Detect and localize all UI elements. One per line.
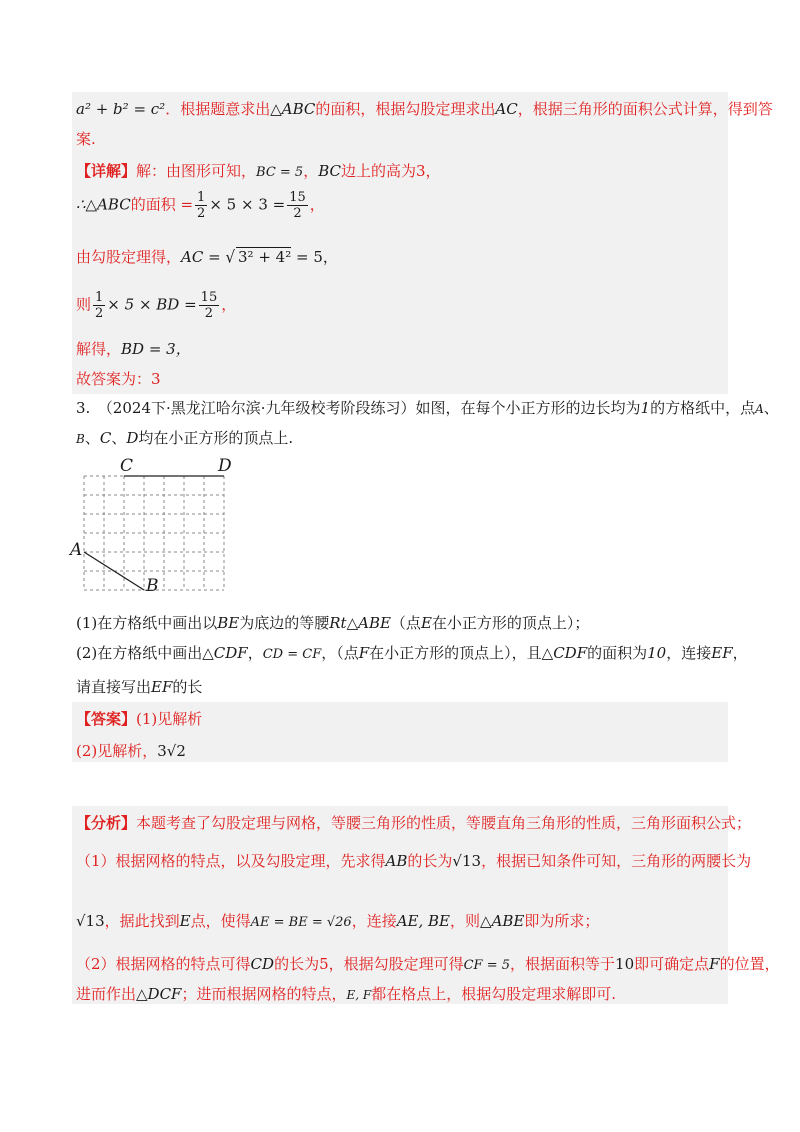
label-b: B <box>146 576 159 596</box>
text: 案. <box>76 130 96 148</box>
text: (1)见解析 <box>136 710 203 728</box>
text: ， <box>732 644 748 662</box>
text: ，据此找到 <box>104 912 180 930</box>
text: ．根据题意求出 <box>165 100 271 118</box>
math: △CDF <box>202 644 248 662</box>
text: 点，使得 <box>190 912 251 930</box>
math: ∴△ABC <box>76 195 131 214</box>
denominator: 2 <box>197 206 206 221</box>
math: × 5 × 3 = <box>209 195 286 214</box>
math: = 5， <box>296 248 338 266</box>
numerator: 1 <box>197 190 206 205</box>
text: 进而作出 <box>76 985 137 1003</box>
text: 的位置， <box>719 955 780 973</box>
math: CD <box>250 955 275 973</box>
analysis-line-2 <box>76 850 751 871</box>
math: BD = 3， <box>121 340 191 358</box>
math: F <box>358 644 370 662</box>
math: BC = 5 <box>256 165 304 180</box>
text: 的面积，根据勾股定理求出 <box>315 100 496 118</box>
grid-svg <box>70 458 250 598</box>
text: (2)见解析， <box>76 742 158 760</box>
detail-line-area <box>76 190 325 221</box>
text: 为底边的等腰 <box>239 614 330 632</box>
math: 3√2 <box>157 742 186 760</box>
analysis-line-3 <box>76 910 599 931</box>
text: 3. （2024下·黑龙江哈尔滨·九年级校考阶段练习）如图，在每个小正方形的边长均为 <box>76 399 641 417</box>
text: ；进而根据网格的特点， <box>181 985 347 1003</box>
detail-line-ze <box>76 290 236 321</box>
text: ，（点 <box>321 644 359 662</box>
text: （2）根据网格的特点可得 <box>76 955 251 973</box>
text: 、 <box>111 429 127 447</box>
text: 的长 <box>172 678 203 696</box>
question-3-line-1 <box>76 397 779 418</box>
math: 1 <box>640 399 651 417</box>
math: 10 <box>615 955 635 973</box>
numerator: 15 <box>200 290 218 305</box>
formula: a² + b² = c² <box>76 100 166 118</box>
math: AC = <box>181 248 221 266</box>
text: ， <box>247 644 263 662</box>
text: 的长为5，根据勾股定理可得 <box>274 955 464 973</box>
text: 则 <box>76 295 92 314</box>
text: ，根据面积等于 <box>510 955 616 973</box>
math: AE, BE <box>396 912 451 930</box>
text: 即可确定点 <box>634 955 710 973</box>
fraction <box>195 190 207 221</box>
detail-line-1 <box>76 160 441 181</box>
detail-line-jiede <box>76 338 191 359</box>
answer-line-2 <box>76 740 186 761</box>
part-2-cont <box>76 676 202 697</box>
analysis-line-1 <box>76 812 751 833</box>
math: △ABE <box>480 912 525 930</box>
text: 由勾股定理得， <box>76 248 182 266</box>
answer-line-1 <box>76 708 202 729</box>
math: CD = CF <box>262 647 322 662</box>
math: D <box>126 429 139 447</box>
numerator: 1 <box>95 290 104 305</box>
text: 、 <box>84 429 100 447</box>
sqrt-expression <box>225 248 291 266</box>
analysis-tag: 【分析】 <box>76 814 137 832</box>
text: 解得， <box>76 340 122 358</box>
sqrt-icon: √ <box>225 247 236 267</box>
text: ，根据已知条件可知，三角形的两腰长为 <box>481 852 752 870</box>
text: 故答案为：3 <box>76 370 161 388</box>
math: AE = BE = √26 <box>250 915 352 930</box>
part-2 <box>76 642 748 663</box>
detail-tag: 【详解】 <box>76 162 137 180</box>
denominator: 2 <box>204 306 214 321</box>
analysis-shade <box>72 806 728 1004</box>
math: BC <box>318 162 341 180</box>
text: 在小正方形的顶点上），且 <box>369 644 542 662</box>
analysis-line-4 <box>76 953 780 974</box>
math: × 5 × BD = <box>107 295 197 314</box>
fraction <box>93 290 105 321</box>
text: 本题考查了勾股定理与网格，等腰三角形的性质，等腰直角三角形的性质，三角形面积公式； <box>136 814 752 832</box>
label-d: D <box>218 456 232 476</box>
detail-answer <box>76 368 161 389</box>
math: AB <box>385 852 408 870</box>
math: △CDF <box>541 644 588 662</box>
text: 都在格点上，根据勾股定理求解即可. <box>371 985 616 1003</box>
hint-line-2 <box>76 128 96 149</box>
denominator: 2 <box>95 306 104 321</box>
grid-figure <box>70 458 250 598</box>
math: EF <box>151 678 173 696</box>
math: E, F <box>346 988 372 1002</box>
text: ， <box>221 295 237 314</box>
text: ，连接 <box>351 912 397 930</box>
analysis-line-5 <box>76 983 616 1004</box>
text: 即为所求； <box>524 912 600 930</box>
math: E <box>179 912 191 930</box>
math: F <box>709 955 720 973</box>
text: ，则 <box>450 912 481 930</box>
text: 的面积 = <box>130 195 194 214</box>
text: 的方格纸中，点 <box>650 399 756 417</box>
math: CF = 5 <box>463 958 511 973</box>
math: A <box>755 402 764 416</box>
hint-line-1 <box>76 98 773 119</box>
text: 、 <box>763 399 779 417</box>
text: 在小正方形的顶点上）； <box>431 614 590 632</box>
text: 均在小正方形的顶点上. <box>138 429 294 447</box>
math: AC <box>495 100 518 118</box>
text: 请直接写出 <box>76 678 152 696</box>
math: Rt△ABE <box>329 614 391 632</box>
fraction <box>199 290 220 321</box>
text: 边上的高为3， <box>341 162 441 180</box>
math: EF <box>711 644 733 662</box>
text: ，根据三角形的面积公式计算，得到答 <box>517 100 773 118</box>
text: 的面积为 <box>587 644 648 662</box>
text: (2)在方格纸中画出 <box>76 644 203 662</box>
radicand: 3² + 4² <box>238 248 292 266</box>
fraction <box>287 190 308 221</box>
math: E <box>420 614 432 632</box>
text: （1）根据网格的特点，以及勾股定理，先求得 <box>76 852 386 870</box>
math: 10 <box>647 644 667 662</box>
text: （点 <box>390 614 421 632</box>
label-a: A <box>70 540 83 560</box>
text: ， <box>303 162 319 180</box>
text: 解：由图形可知， <box>136 162 257 180</box>
math: △DCF <box>136 985 182 1003</box>
math: △ABC <box>270 100 316 118</box>
math: C <box>99 429 112 447</box>
question-3-line-2 <box>76 427 293 448</box>
answer-tag: 【答案】 <box>76 710 137 728</box>
detail-line-gougu <box>76 246 338 267</box>
text: 的长为 <box>407 852 453 870</box>
text: (1)在方格纸中画出以 <box>76 614 218 632</box>
math: B <box>76 432 85 446</box>
label-c: C <box>120 456 134 476</box>
math: √13 <box>76 912 105 930</box>
grid-lines <box>84 476 224 590</box>
math: √13 <box>452 852 482 870</box>
numerator: 15 <box>289 190 306 205</box>
text: ，连接 <box>666 644 712 662</box>
text: ， <box>309 195 325 214</box>
math: BE <box>217 614 240 632</box>
part-1 <box>76 612 589 633</box>
denominator: 2 <box>293 206 302 221</box>
